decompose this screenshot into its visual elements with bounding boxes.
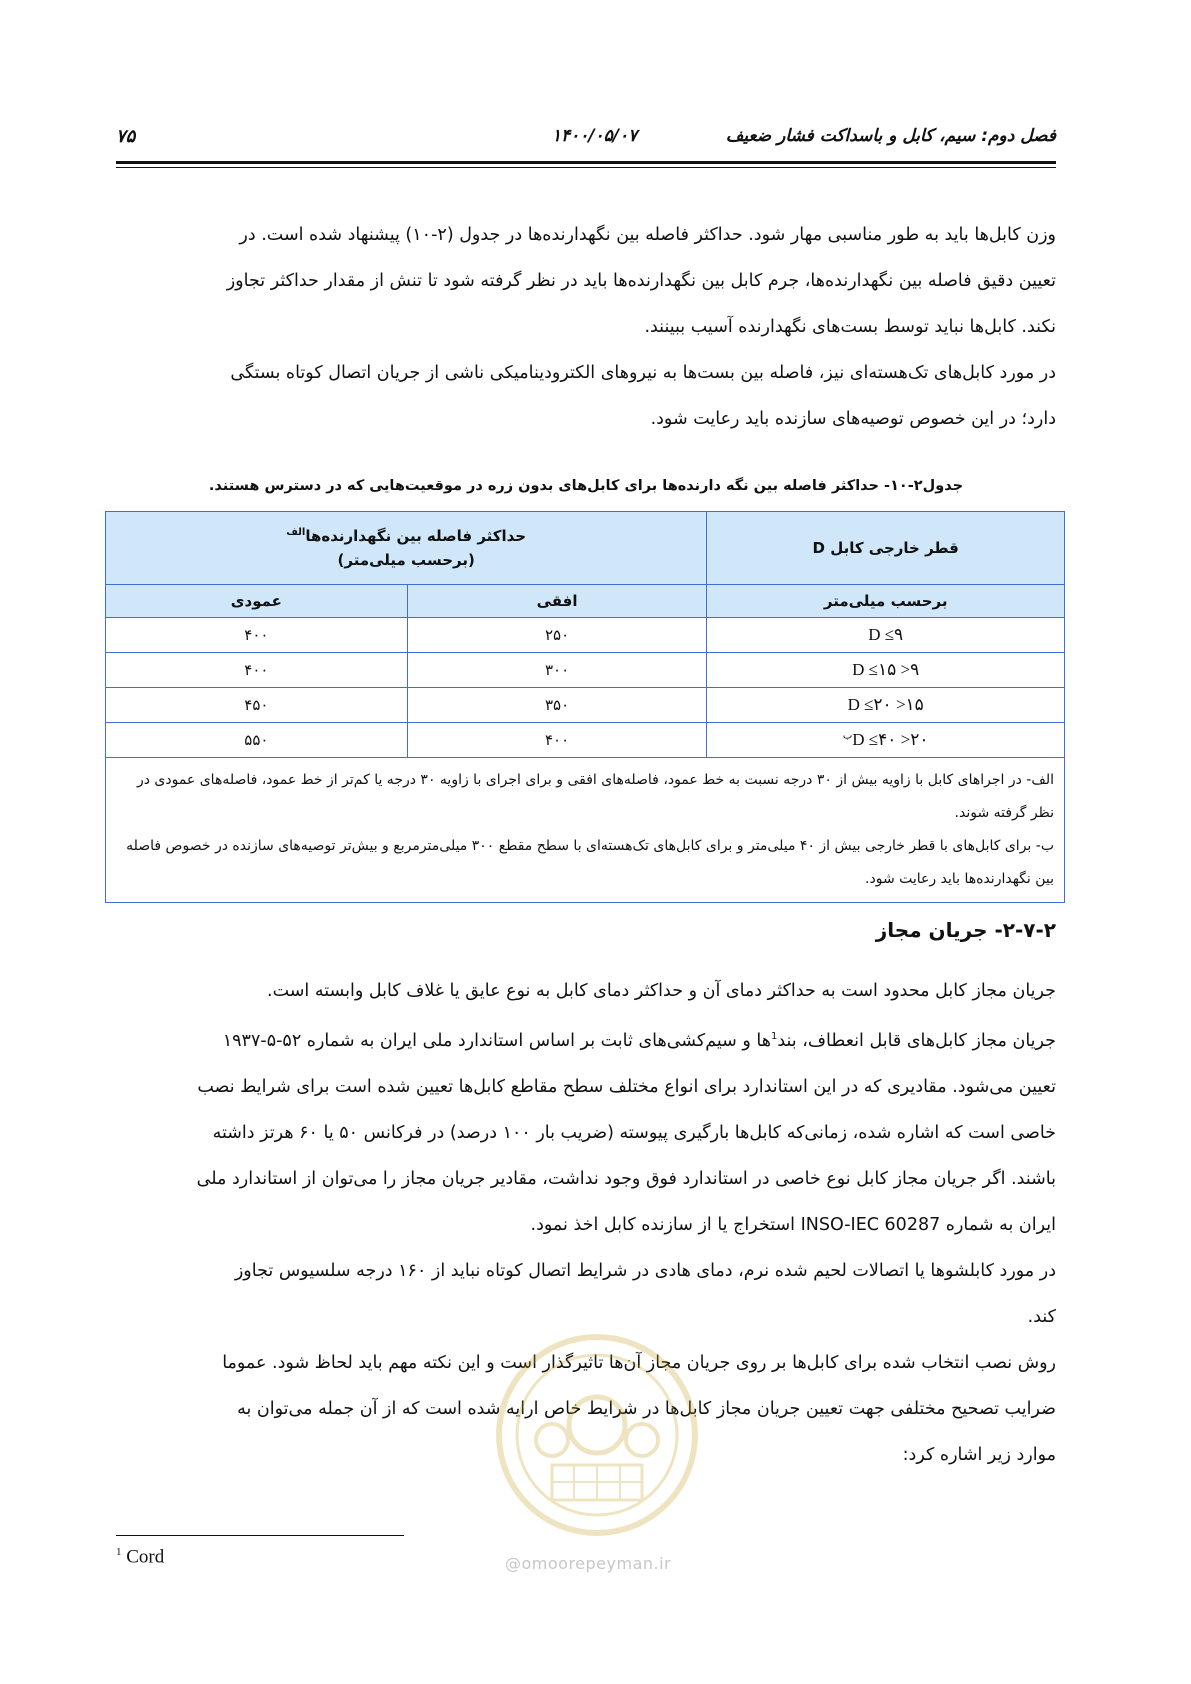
table-row: D ≤۹ ۲۵۰ ۴۰۰ [106, 618, 1065, 653]
text-line: نکند. کابل‌ها نباید توسط بست‌های نگهدارنده آسیب ببینند. [644, 317, 1056, 337]
header-max-spacing: حداکثر فاصله بین نگهدارنده‌ها$^{الف}$ (برحسب میلی‌متر) [106, 512, 707, 585]
support-spacing-table [105, 511, 1065, 903]
text-line: کند. [1027, 1306, 1056, 1327]
page-number: ۷۵ [116, 126, 136, 147]
text-line: در مورد کابلشوها یا اتصالات لحیم شده نرم، دمای هادی در شرایط اتصال کوتاه نباید از ۱۶۰ درجه سلسیوس تجاوز [234, 1260, 1056, 1281]
footnote-rule [116, 1535, 404, 1536]
footnote-ref: 1 [770, 1031, 778, 1042]
subheader-unit: برحسب میلی‌متر [707, 585, 1065, 618]
note-a: الف- در اجراهای کابل با زاویه بیش از ۳۰ درجه نسبت به خط عمود، فاصله‌های افقی و برای اجرای با زاویه ۳۰ درجه یا کم‌تر از خط عمود، فاصله‌های عمودی در نظر گرفته شوند. [136, 772, 1054, 821]
text-line: دارد؛ در این خصوص توصیه‌های سازنده باید رعایت شود. [650, 409, 1056, 429]
table-notes [106, 758, 1065, 903]
text-line: وزن کابل‌ها باید به طور مناسبی مهار شود. حداکثر فاصله بین نگهدارنده‌ها در جدول (۲-۱۰) پیشنهاد شده است. در [239, 225, 1056, 245]
text-line: تعیین می‌شود. مقادیری که در این استاندارد برای انواع مختلف سطح مقاطع کابل‌ها تعیین شده است برای شرایط نصب [197, 1076, 1056, 1097]
text-line: جریان مجاز کابل‌های قابل انعطاف، بند$^1$ها و سیم‌کشی‌های ثابت بر اساس استاندارد ملی ایران به شماره ۵۲-۵-۱۹۳۷ [222, 1030, 1056, 1051]
text-line: در مورد کابل‌های تک‌هسته‌ای نیز، فاصله بین بست‌ها به نیروهای الکترودینامیکی ناشی از جریان اتصال کوتاه بستگی [230, 363, 1056, 383]
text-line: ضرایب تصحیح مختلفی جهت تعیین جریان مجاز کابل‌ها در شرایط خاص ارایه شده است که از آن جمله می‌توان به [237, 1398, 1056, 1419]
subheader-vertical: عمودی [106, 585, 408, 618]
table-caption: جدول۲-۱۰- حداکثر فاصله بین نگه دارنده‌ها برای کابل‌های بدون زره در موقعیت‌هایی که در دسترس هستند. [208, 478, 964, 494]
header-date: ۱۴۰۰/۰۵/۰۷ [551, 126, 638, 146]
subheader-horizontal: افقی [407, 585, 707, 618]
text-line: روش نصب انتخاب شده برای کابل‌ها بر روی جریان مجاز آن‌ها تاثیرگذار است و این نکته مهم باید لحاظ شود. عموما [222, 1352, 1056, 1373]
text-line: تعیین دقیق فاصله بین نگهدارنده‌ها، جرم کابل بین نگهدارنده‌ها باید در نظر گرفته شود تا تنش از مقدار حداکثر تجاوز [226, 271, 1056, 291]
watermark-seal-icon [492, 1330, 702, 1540]
chapter-title: فصل دوم: سیم، کابل و باسداکت فشار ضعیف [725, 126, 1056, 146]
table-row: ۹< D ≤۱۵ ۳۰۰ ۴۰۰ [106, 653, 1065, 688]
text-line: باشند. اگر جریان مجاز کابل نوع خاصی در استاندارد فوق وجود نداشت، مقادیر جریان مجاز را می‌توان از استاندارد ملی [196, 1168, 1056, 1189]
text-line: خاصی است که اشاره شده، زمانی‌که کابل‌ها بارگیری پیوسته (ضریب بار ۱۰۰ درصد) در فرکانس ۵۰ یا ۶۰ هرتز داشته [212, 1122, 1056, 1143]
header-diameter: قطر خارجی کابل D [707, 512, 1065, 585]
text-line: ایران به شماره INSO-IEC 60287 استخراج یا از سازنده کابل اخذ نمود. [530, 1214, 1056, 1235]
text-line: جریان مجاز کابل محدود است به حداکثر دمای آن و حداکثر دمای کابل به نوع عایق یا غلاف کابل وابسته است. [267, 981, 1056, 1001]
note-b: ب- برای کابل‌های با قطر خارجی بیش از ۴۰ میلی‌متر و برای کابل‌های تک‌هسته‌ای با سطح مقطع ۳۰۰ میلی‌مترمربع و بیش‌تر توصیه‌های سازنده در خصوص فاصله بین نگهدارنده‌ها باید رعایت شود. [126, 838, 1054, 887]
text-line: موارد زیر اشاره کرد: [902, 1444, 1056, 1465]
table-row: ۲۰< $D \le ۴۰^ب$ ۴۰۰ ۵۵۰ [106, 723, 1065, 758]
watermark-text: @omoorepeyman.ir [505, 1554, 672, 1573]
paragraph-single-core [116, 350, 1056, 442]
table-row: ۱۵< D ≤۲۰ ۳۵۰ ۴۵۰ [106, 688, 1065, 723]
header-rule-thin [116, 167, 1056, 168]
paragraph-supports [116, 212, 1056, 350]
footnote: $^1$ Cord [116, 1546, 165, 1568]
section-heading: ۲-۷-۲- جریان مجاز [875, 918, 1056, 942]
header-rule-thick [116, 161, 1056, 164]
page-header [116, 118, 1056, 158]
